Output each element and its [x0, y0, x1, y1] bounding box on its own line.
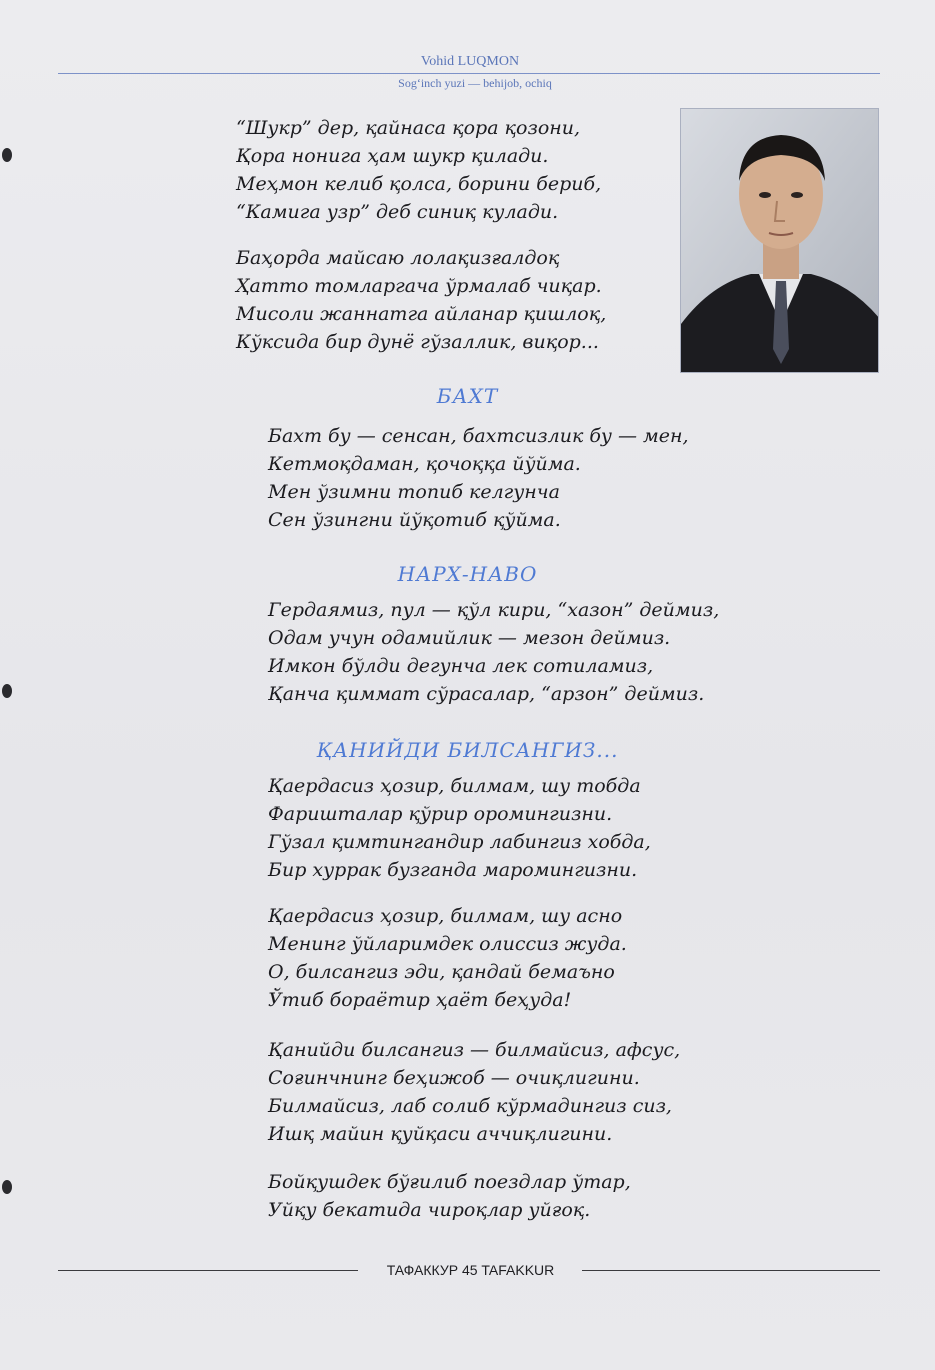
portrait-illustration — [681, 109, 879, 373]
poem-line: Мисоли жаннатга айланар қишлоқ, — [236, 303, 607, 325]
footer-rule-right — [582, 1270, 880, 1271]
poem-line: Қаердасиз ҳозир, билмам, шу асно — [268, 905, 623, 927]
poem-stanza — [268, 902, 627, 1014]
poem-line: Қанийди билсангиз — билмайсиз, афсус, — [268, 1039, 681, 1061]
poem-line: Ўтиб бораётир ҳаёт беҳуда! — [268, 989, 572, 1011]
poem-line: Мен ўзимни топиб келгунча — [268, 481, 560, 503]
poem-line: Менинг ўйларимдек олиссиз жуда. — [268, 933, 627, 955]
poem-line: Қаердасиз ҳозир, билмам, шу тобда — [268, 775, 641, 797]
poem-stanza — [268, 1036, 680, 1148]
poem-line: Гердаямиз, пул — қўл кири, “хазон” деймиз, — [268, 599, 720, 621]
poem-line: Баҳорда майсаю лолақизғалдоқ — [236, 247, 560, 269]
poem-stanza — [268, 422, 689, 534]
poem-stanza — [268, 1168, 631, 1224]
footer-rule-left — [58, 1270, 358, 1271]
poem-line: Ҳатто томларгача ўрмалаб чиқар. — [236, 275, 602, 297]
poem-title-baxt: БАХТ — [436, 384, 499, 408]
binding-hole-mark — [2, 684, 12, 698]
binding-hole-mark — [2, 1180, 12, 1194]
poem-line: Кўксида бир дунё гўзаллик, виқор... — [236, 331, 599, 353]
poem-line: “Шукр” дер, қайнаса қора қозони, — [236, 117, 581, 139]
poem-stanza — [236, 114, 601, 226]
poem-line: Имкон бўлди дегунча лек сотиламиз, — [268, 655, 654, 677]
poem-stanza — [268, 596, 719, 708]
poem-line: Сен ўзингни йўқотиб қўйма. — [268, 509, 561, 531]
poem-line: Қанча қиммат сўрасалар, “арзон” деймиз. — [268, 683, 705, 705]
poem-title-narx-navo: НАРХ-НАВО — [397, 562, 538, 586]
poem-line: Уйқу бекатида чироқлар уйғоқ. — [268, 1199, 591, 1221]
footer-page-label: ТАФАККУР 45 TAFAKKUR — [386, 1262, 555, 1278]
poem-line: Меҳмон келиб қолса, борини бериб, — [236, 173, 602, 195]
poem-line: Одам учун одамийлик — мезон деймиз. — [268, 627, 671, 649]
poem-stanza — [268, 772, 651, 884]
poem-line: О, билсангиз эди, қандай бемаъно — [268, 961, 615, 983]
poem-line: Ишқ майин қуйқаси аччиқлигини. — [268, 1123, 613, 1145]
poem-line: Билмайсиз, лаб солиб кўрмадингиз сиз, — [268, 1095, 672, 1117]
running-header-subtitle: Sog‘inch yuzi — behijob, ochiq — [398, 76, 552, 90]
running-header-author: Vohid LUQMON — [420, 54, 520, 69]
poem-line: “Камига узр” деб синиқ кулади. — [236, 201, 559, 223]
poem-line: Соғинчнинг беҳижоб — очиқлигини. — [268, 1067, 640, 1089]
poem-line: Гўзал қимтингандир лабингиз хобда, — [268, 831, 651, 853]
poem-line: Қора нонига ҳам шукр қилади. — [236, 145, 549, 167]
poem-line: Кетмоқдаман, қочоққа йўйма. — [268, 453, 581, 475]
header-rule — [58, 73, 880, 74]
author-portrait-photo — [680, 108, 879, 373]
poem-line: Бахт бу — сенсан, бахтсизлик бу — мен, — [268, 425, 689, 447]
poem-stanza — [236, 244, 606, 356]
binding-hole-mark — [2, 148, 12, 162]
poem-line: Бир хуррак бузганда маромингизни. — [268, 859, 638, 881]
poem-title-qaniydi: ҚАНИЙДИ БИЛСАНГИЗ... — [316, 738, 619, 762]
poem-line: Фариштaлар қўрир оромингизни. — [268, 803, 613, 825]
poem-line: Бойқушдек бўғилиб поездлар ўтар, — [268, 1171, 631, 1193]
